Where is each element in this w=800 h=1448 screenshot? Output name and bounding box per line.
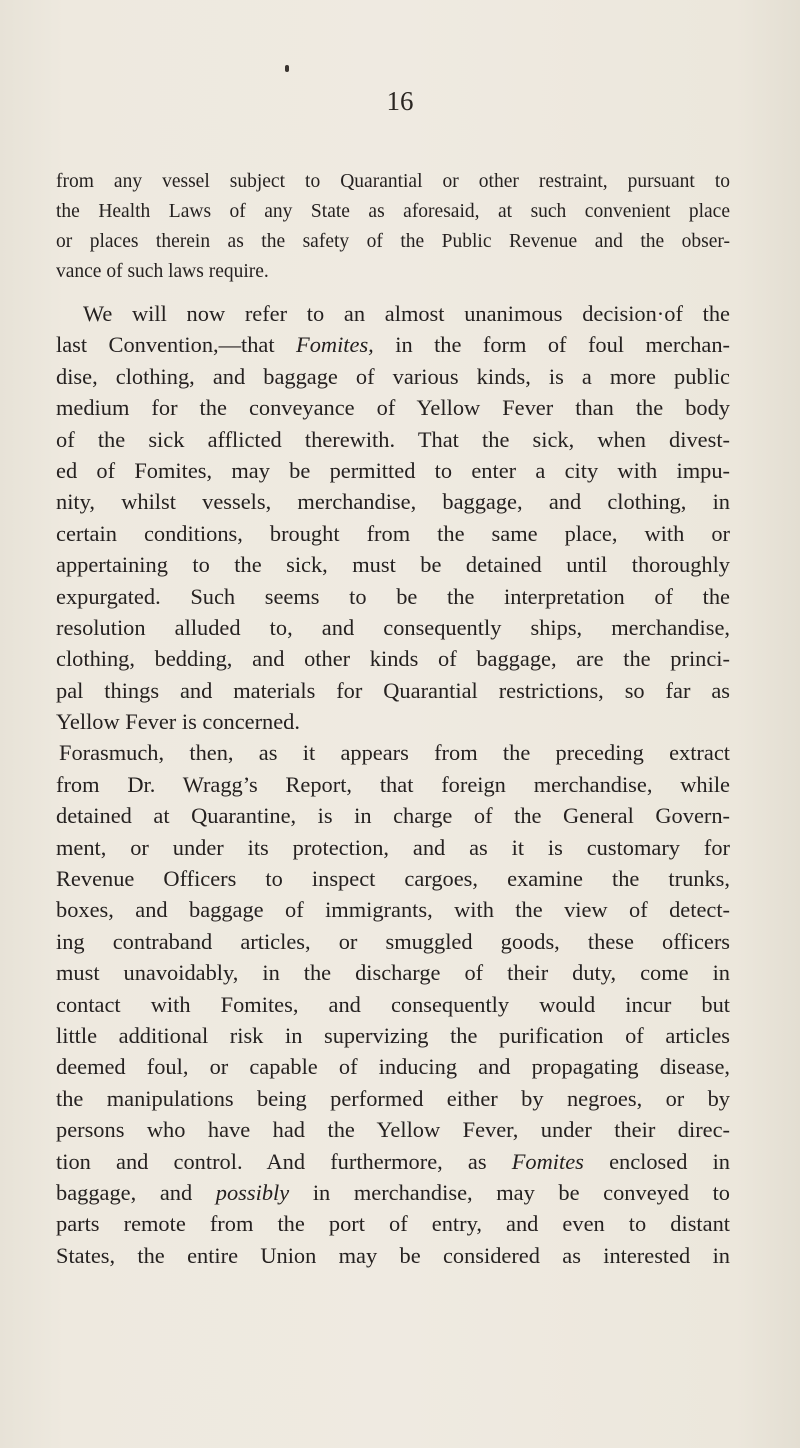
text-line: tion and control. And furthermore, as Fomites enclosed in	[56, 1148, 730, 1174]
text-line: clothing, bedding, and other kinds of baggage, are the princi-	[56, 646, 730, 672]
text-line: or places therein as the safety of the Public Revenue and the obser-	[56, 231, 730, 252]
ink-speck	[285, 65, 289, 72]
text-line: last Convention,—that Fomites, in the form of foul merchan-	[56, 332, 730, 358]
text-line: Revenue Officers to inspect cargoes, examine the trunks,	[56, 866, 730, 892]
text-line: of the sick afflicted therewith. That the sick, when divest-	[56, 426, 730, 452]
text-line: deemed foul, or capable of inducing and propagating disease,	[56, 1054, 730, 1080]
text-line: the manipulations being performed either by negroes, or by	[56, 1085, 730, 1111]
italic-term: Fomites	[511, 1148, 584, 1174]
paragraph-fomites-decision	[56, 298, 730, 737]
text-line: resolution alluded to, and consequently ships, merchandise,	[56, 614, 730, 640]
text-line: ing contraband articles, or smuggled goods, these officers	[56, 928, 730, 954]
text-line: expurgated. Such seems to be the interpretation of the	[56, 583, 730, 609]
text-line: contact with Fomites, and consequently would incur but	[56, 991, 730, 1017]
text-line: the Health Laws of any State as aforesaid, at such convenient place	[56, 201, 730, 222]
text-line: medium for the conveyance of Yellow Fever than the body	[56, 395, 730, 421]
text-line: certain conditions, brought from the same place, with or	[56, 520, 730, 546]
text-line: vance of such laws require.	[56, 261, 269, 282]
text-line: ed of Fomites, may be permitted to enter a city with impu-	[56, 457, 730, 483]
text-line: from Dr. Wragg’s Report, that foreign merchandise, while	[56, 771, 730, 797]
text-line: detained at Quarantine, is in charge of the General Govern-	[56, 803, 730, 829]
text-line: appertaining to the sick, must be detained until thoroughly	[56, 552, 730, 578]
text-line: must unavoidably, in the discharge of their duty, come in	[56, 960, 730, 986]
text-line: dise, clothing, and baggage of various kinds, is a more public	[56, 363, 730, 389]
text-line: We will now refer to an almost unanimous decision·of the	[83, 301, 730, 326]
text-line: boxes, and baggage of immigrants, with the view of detect-	[56, 897, 730, 923]
text-line: ment, or under its protection, and as it is customary for	[56, 834, 730, 860]
text-line: pal things and materials for Quarantial restrictions, so far as	[56, 677, 730, 703]
text-line: persons who have had the Yellow Fever, under their direc-	[56, 1117, 730, 1143]
text-line: nity, whilst vessels, merchandise, baggage, and clothing, in	[56, 489, 730, 515]
text-line: parts remote from the port of entry, and even to distant	[56, 1211, 730, 1237]
paragraph-continued	[56, 167, 730, 287]
paragraph-revenue-officers	[56, 737, 730, 1271]
text-line: baggage, and possibly in merchandise, may be conveyed to	[56, 1179, 730, 1205]
italic-term: Fomites,	[296, 332, 374, 358]
text-line: States, the entire Union may be considered as interested in	[56, 1242, 730, 1268]
text-line: little additional risk in supervizing the purification of articles	[56, 1022, 730, 1048]
text-line: Yellow Fever is concerned.	[56, 709, 300, 735]
text-line: Forasmuch, then, as it appears from the preceding extract	[59, 740, 730, 766]
text-line: from any vessel subject to Quarantial or other restraint, pursuant to	[56, 171, 730, 192]
italic-term: possibly	[215, 1179, 290, 1205]
body-text	[56, 167, 730, 1271]
page-number: 16	[386, 86, 414, 116]
